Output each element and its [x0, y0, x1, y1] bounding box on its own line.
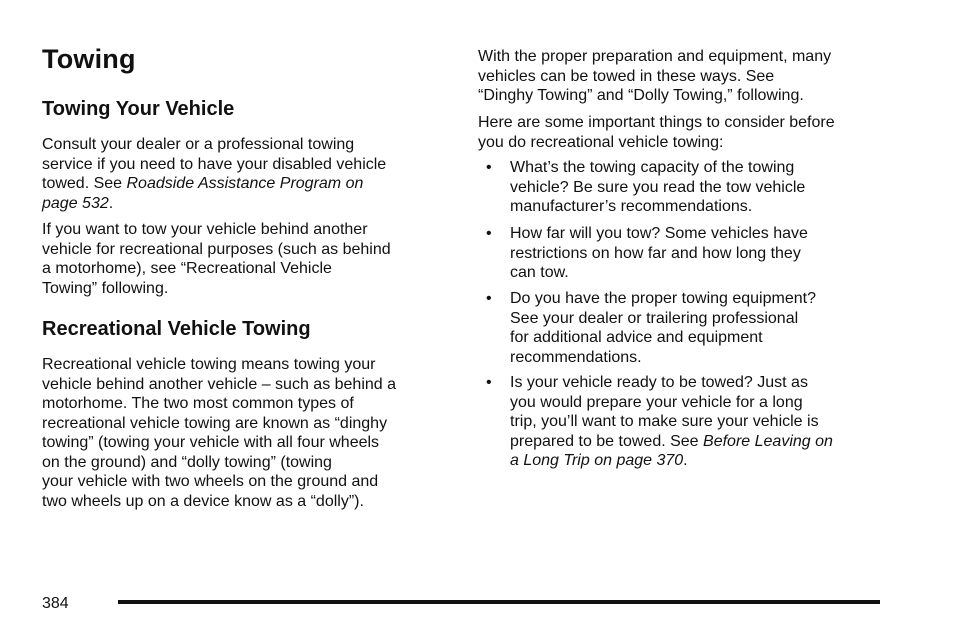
- bullet-icon: •: [486, 225, 492, 242]
- towing-your-vehicle-paragraph-2: If you want to tow your vehicle behind another vehicle for recreational purposes (such as behind a motorhome), see “Recreational Vehicle Towing” following.: [42, 221, 391, 297]
- towing-your-vehicle-paragraph-1: [42, 135, 447, 213]
- right-paragraph-1: With the proper preparation and equipment, many vehicles can be towed in these ways. See “Dinghy Towing” and “Dolly Towing,” following.: [478, 48, 832, 104]
- bullet-icon: •: [486, 290, 492, 307]
- list-item-body: Is your vehicle ready to be towed? Just as you would prepare your vehicle for a long trip, you’ll want to make sure your vehicle is prepared to be towed. See: [510, 374, 819, 450]
- list-item-text: Do you have the proper towing equipment? See your dealer or trailering professional for additional advice and equipment recommendations.: [510, 290, 816, 366]
- page-number: 384: [42, 595, 69, 612]
- right-paragraph-2: Here are some important things to consider before you do recreational vehicle towing:: [478, 114, 835, 151]
- paragraph-text: Consult your dealer or a professional towing service if you need to have your disabled vehicle towed. See: [42, 136, 387, 192]
- section-heading-towing-your-vehicle: Towing Your Vehicle: [42, 98, 235, 120]
- bullet-icon: •: [486, 374, 492, 391]
- paragraph-end: .: [108, 194, 114, 212]
- section-heading-recreational-vehicle-towing: Recreational Vehicle Towing: [42, 318, 311, 340]
- list-item-text: What’s the towing capacity of the towing vehicle? Be sure you read the tow vehicle manufacturer’s recommendations.: [510, 159, 806, 215]
- before-leaving-reference: Before Leaving on a Long Trip on page 370: [510, 432, 833, 469]
- list-item-end: .: [683, 452, 688, 469]
- list-item-text: [510, 373, 880, 471]
- page-title: Towing: [42, 44, 136, 74]
- recreational-towing-paragraph: Recreational vehicle towing means towing your vehicle behind another vehicle – such as behind a motorhome. The two most common types of recreational vehicle towing are known as “dinghy towing” (towing your vehicle with all four wheels on the ground) and “dolly towing” (towing your vehicle with two wheels on the ground and two wheels up on a device know as a “dolly”).: [42, 356, 397, 510]
- bullet-icon: •: [486, 159, 492, 176]
- footer-rule: [118, 600, 880, 604]
- roadside-assistance-reference: Roadside Assistance Program on page 532: [42, 175, 364, 212]
- list-item-text: How far will you tow? Some vehicles have restrictions on how far and how long they can tow.: [510, 225, 808, 281]
